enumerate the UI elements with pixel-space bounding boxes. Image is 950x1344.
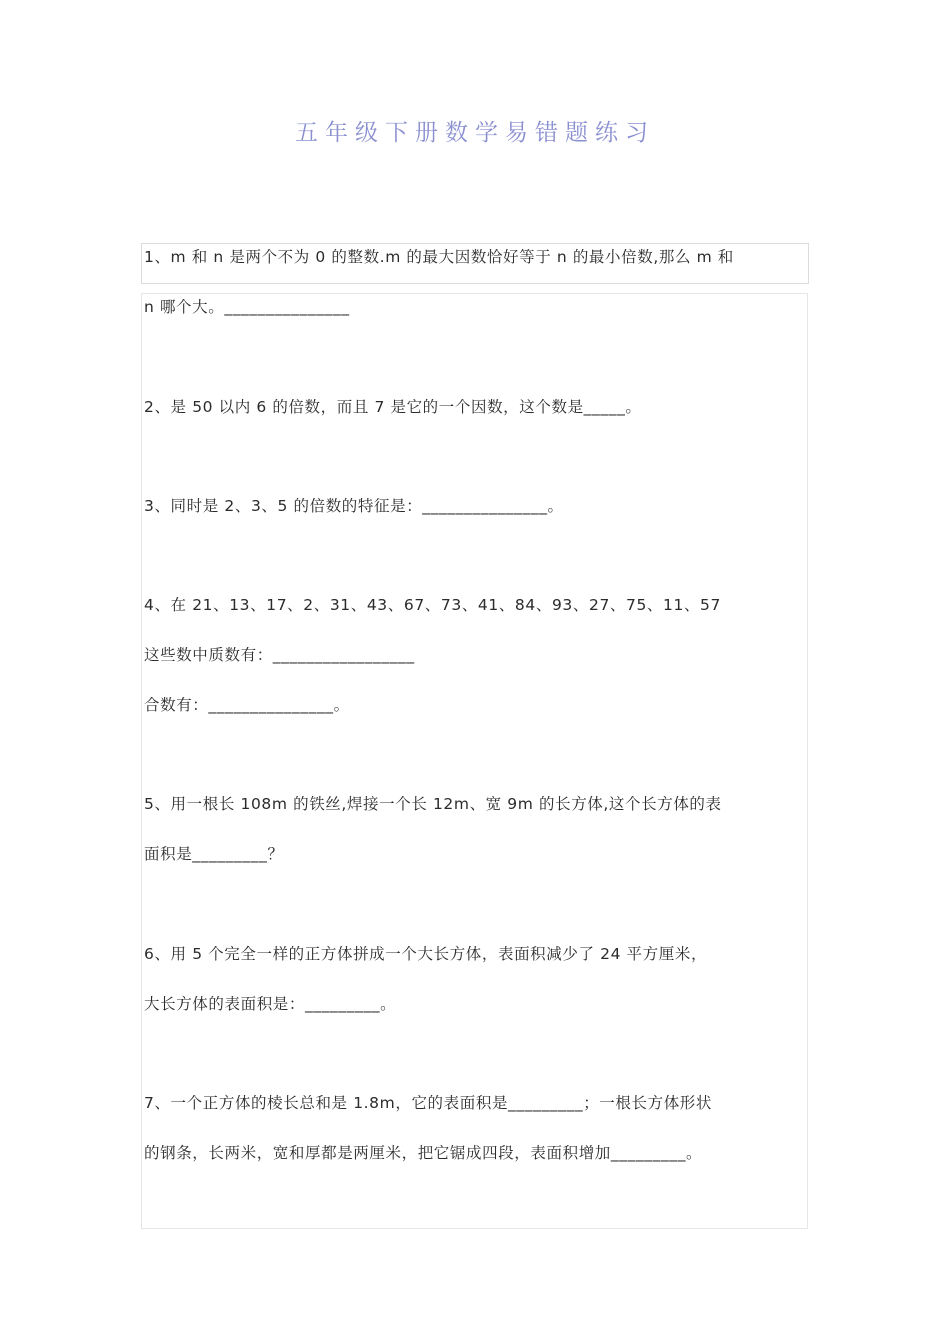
question-7-line-2: 的钢条，长两米，宽和厚都是两厘米，把它锯成四段，表面积增加_________。 [144, 1144, 703, 1162]
question-6-line-1: 6、用 5 个完全一样的正方体拼成一个大长方体，表面积减少了 24 平方厘米， [144, 945, 708, 963]
content-frame [141, 293, 808, 1229]
page-title: 五年级下册数学易错题练习 [295, 120, 655, 146]
question-1-line-2: n 哪个大。_______________ [144, 298, 350, 316]
question-7-line-1: 7、一个正方体的棱长总和是 1.8m，它的表面积是_________；一根长方体形状 [144, 1094, 712, 1112]
question-5-line-2: 面积是_________？ [144, 845, 284, 863]
question-5-line-1: 5、用一根长 108m 的铁丝,焊接一个长 12m、宽 9m 的长方体,这个长方体的表 [144, 795, 722, 813]
question-4-line-3: 合数有：_______________。 [144, 696, 350, 714]
question-1-line-1: 1、m 和 n 是两个不为 0 的整数.m 的最大因数恰好等于 n 的最小倍数,那么 m 和 [144, 248, 734, 266]
question-6-line-2: 大长方体的表面积是：_________。 [144, 995, 397, 1013]
question-4-line-2: 这些数中质数有：_________________ [144, 646, 415, 664]
question-4-line-1: 4、在 21、13、17、2、31、43、67、73、41、84、93、27、75、11、57 [144, 596, 721, 614]
question-3-line-1: 3、同时是 2、3、5 的倍数的特征是：_______________。 [144, 497, 564, 515]
question-2-line-1: 2、是 50 以内 6 的倍数，而且 7 是它的一个因数，这个数是_____。 [144, 398, 642, 416]
